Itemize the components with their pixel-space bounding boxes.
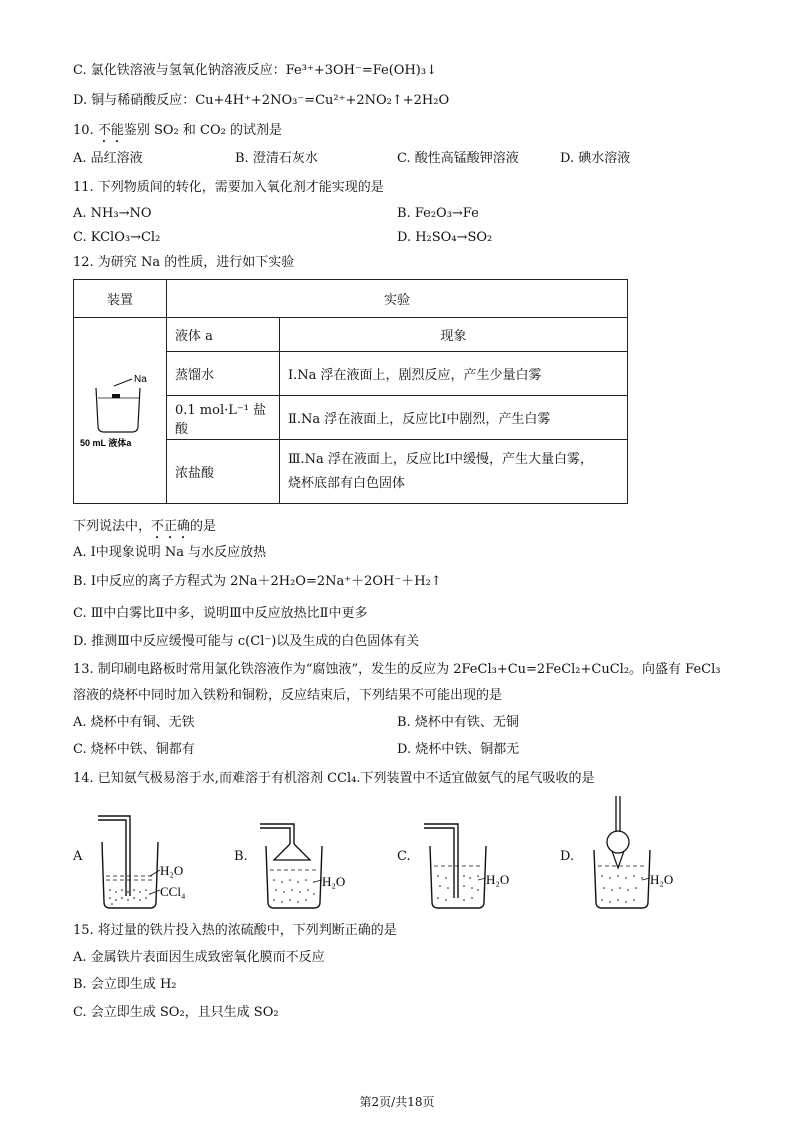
apparatus-d-figure [584,796,694,912]
q13-stem-line-2: 溶液的烧杯中同时加入铁粉和铜粉，反应结束后，下列结果不可能出现的是 [73,688,503,703]
page-footer: 第2页/共18页 [359,1095,435,1109]
beaker-na-figure [74,366,166,456]
q14-label-c: C. [397,849,411,864]
q11-option-c: C. KClO₃→Cl₂ [73,230,161,245]
q12-option-a: A. Ⅰ中现象说明 Na 与水反应放热 [73,545,267,560]
table-header-device: 装置 [74,280,167,318]
q9-option-c: C. 氯化铁溶液与氢氧化钠溶液反应：Fe³⁺+3OH⁻=Fe(OH)₃↓ [73,63,437,78]
q13-option-a: A. 烧杯中有铜、无铁 [73,715,195,730]
q10-option-a: A. 品红溶液 [73,151,143,166]
apparatus-b-figure [256,820,366,912]
q11-option-d: D. H₂SO₄→SO₂ [397,230,493,245]
phenomenon-cell: Ⅰ.Na 浮在液面上，剧烈反应，产生少量白雾 [280,352,628,396]
q10-option-c: C. 酸性高锰酸钾溶液 [397,151,519,166]
q13-option-c: C. 烧杯中铁、铜都有 [73,742,195,757]
phenomenon-cell [280,440,628,504]
apparatus-a-h2o-label: H₂O [160,863,184,878]
apparatus-a-ccl4-label: CCl₄ [160,884,186,899]
q13-option-b: B. 烧杯中有铁、无铜 [397,715,519,730]
table-header-phenomenon: 现象 [280,318,628,352]
q10-stem-text: 鉴别 SO₂ 和 CO₂ 的试剂是 [123,123,282,138]
phenomenon-line-1: Ⅲ.Na 浮在液面上，反应比Ⅰ中缓慢，产生大量白雾， [288,451,594,467]
apparatus-c-h2o-label: H₂O [486,872,510,887]
q12-stem: 12. 为研究 Na 的性质，进行如下实验 [73,255,295,270]
q9-option-d: D. 铜与稀硝酸反应：Cu+4H⁺+2NO₃⁻=Cu²⁺+2NO₂↑+2H₂O [73,93,450,108]
q11-option-a: A. NH₃→NO [73,206,152,221]
q11-option-b: B. Fe₂O₃→Fe [397,206,479,221]
figure-beaker-label: 50 mL 液体a [80,437,132,448]
phenomenon-cell: Ⅱ.Na 浮在液面上，反应比Ⅰ中剧烈，产生白雾 [280,396,628,440]
table-header-experiment: 实验 [167,280,628,318]
q10-number: 10. [73,123,94,138]
q12-question-post: 的是 [190,519,217,534]
apparatus-a-figure [92,808,202,912]
q12-question-pre: 下列说法中， [73,519,152,534]
liquid-cell: 蒸馏水 [167,352,280,396]
apparatus-b-h2o-label: H₂O [322,874,346,889]
q14-label-d: D. [560,849,575,864]
apparatus-d-h2o-label: H₂O [650,872,674,887]
q15-option-b: B. 会立即生成 H₂ [73,977,177,992]
q12-option-d: D. 推测Ⅲ中反应缓慢可能与 c(Cl⁻)以及生成的白色固体有关 [73,634,420,649]
q10-option-b: B. 澄清石灰水 [235,151,318,166]
q10-stem [73,122,282,146]
q15-option-c: C. 会立即生成 SO₂，且只生成 SO₂ [73,1005,279,1020]
q14-label-a: A [73,849,83,864]
q14-stem: 14. 已知氨气极易溶于水,而难溶于有机溶剂 CCl₄.下列装置中不适宜做氨气的尾气吸收的是 [73,771,595,786]
q13-stem-line-1: 13. 制印刷电路板时常用氯化铁溶液作为“腐蚀液”，发生的反应为 2FeCl₃+Cu=2FeCl₂+CuCl₂。向盛有 FeCl₃ [73,662,721,677]
figure-na-label: Na [134,373,147,385]
table-header-liquid: 液体 a [167,318,280,352]
liquid-cell: 0.1 mol·L⁻¹ 盐酸 [167,396,280,440]
phenomenon-line-2: 烧杯底部有白色固体 [288,475,406,491]
apparatus-c-figure [420,820,530,912]
q12-option-c: C. Ⅲ中白雾比Ⅱ中多，说明Ⅲ中反应放热比Ⅱ中更多 [73,606,368,621]
q15-option-a: A. 金属铁片表面因生成致密氧化膜而不反应 [73,950,325,965]
q10-emphasis: 不能 [97,123,124,138]
liquid-cell: 浓盐酸 [167,440,280,504]
q12-option-b: B. Ⅰ中反应的离子方程式为 2Na＋2H₂O=2Na⁺＋2OH⁻＋H₂↑ [73,574,442,589]
q10-option-d: D. 碘水溶液 [560,151,631,166]
q15-stem: 15. 将过量的铁片投入热的浓硫酸中，下列判断正确的是 [73,923,397,938]
q12-question [73,518,216,542]
apparatus-cell [74,318,167,504]
experiment-table [73,279,628,504]
q11-stem: 11. 下列物质间的转化，需要加入氧化剂才能实现的是 [73,180,384,195]
q13-option-d: D. 烧杯中铁、铜都无 [397,742,520,757]
q12-question-emphasis: 不正确 [151,519,191,534]
q14-label-b: B. [234,849,248,864]
